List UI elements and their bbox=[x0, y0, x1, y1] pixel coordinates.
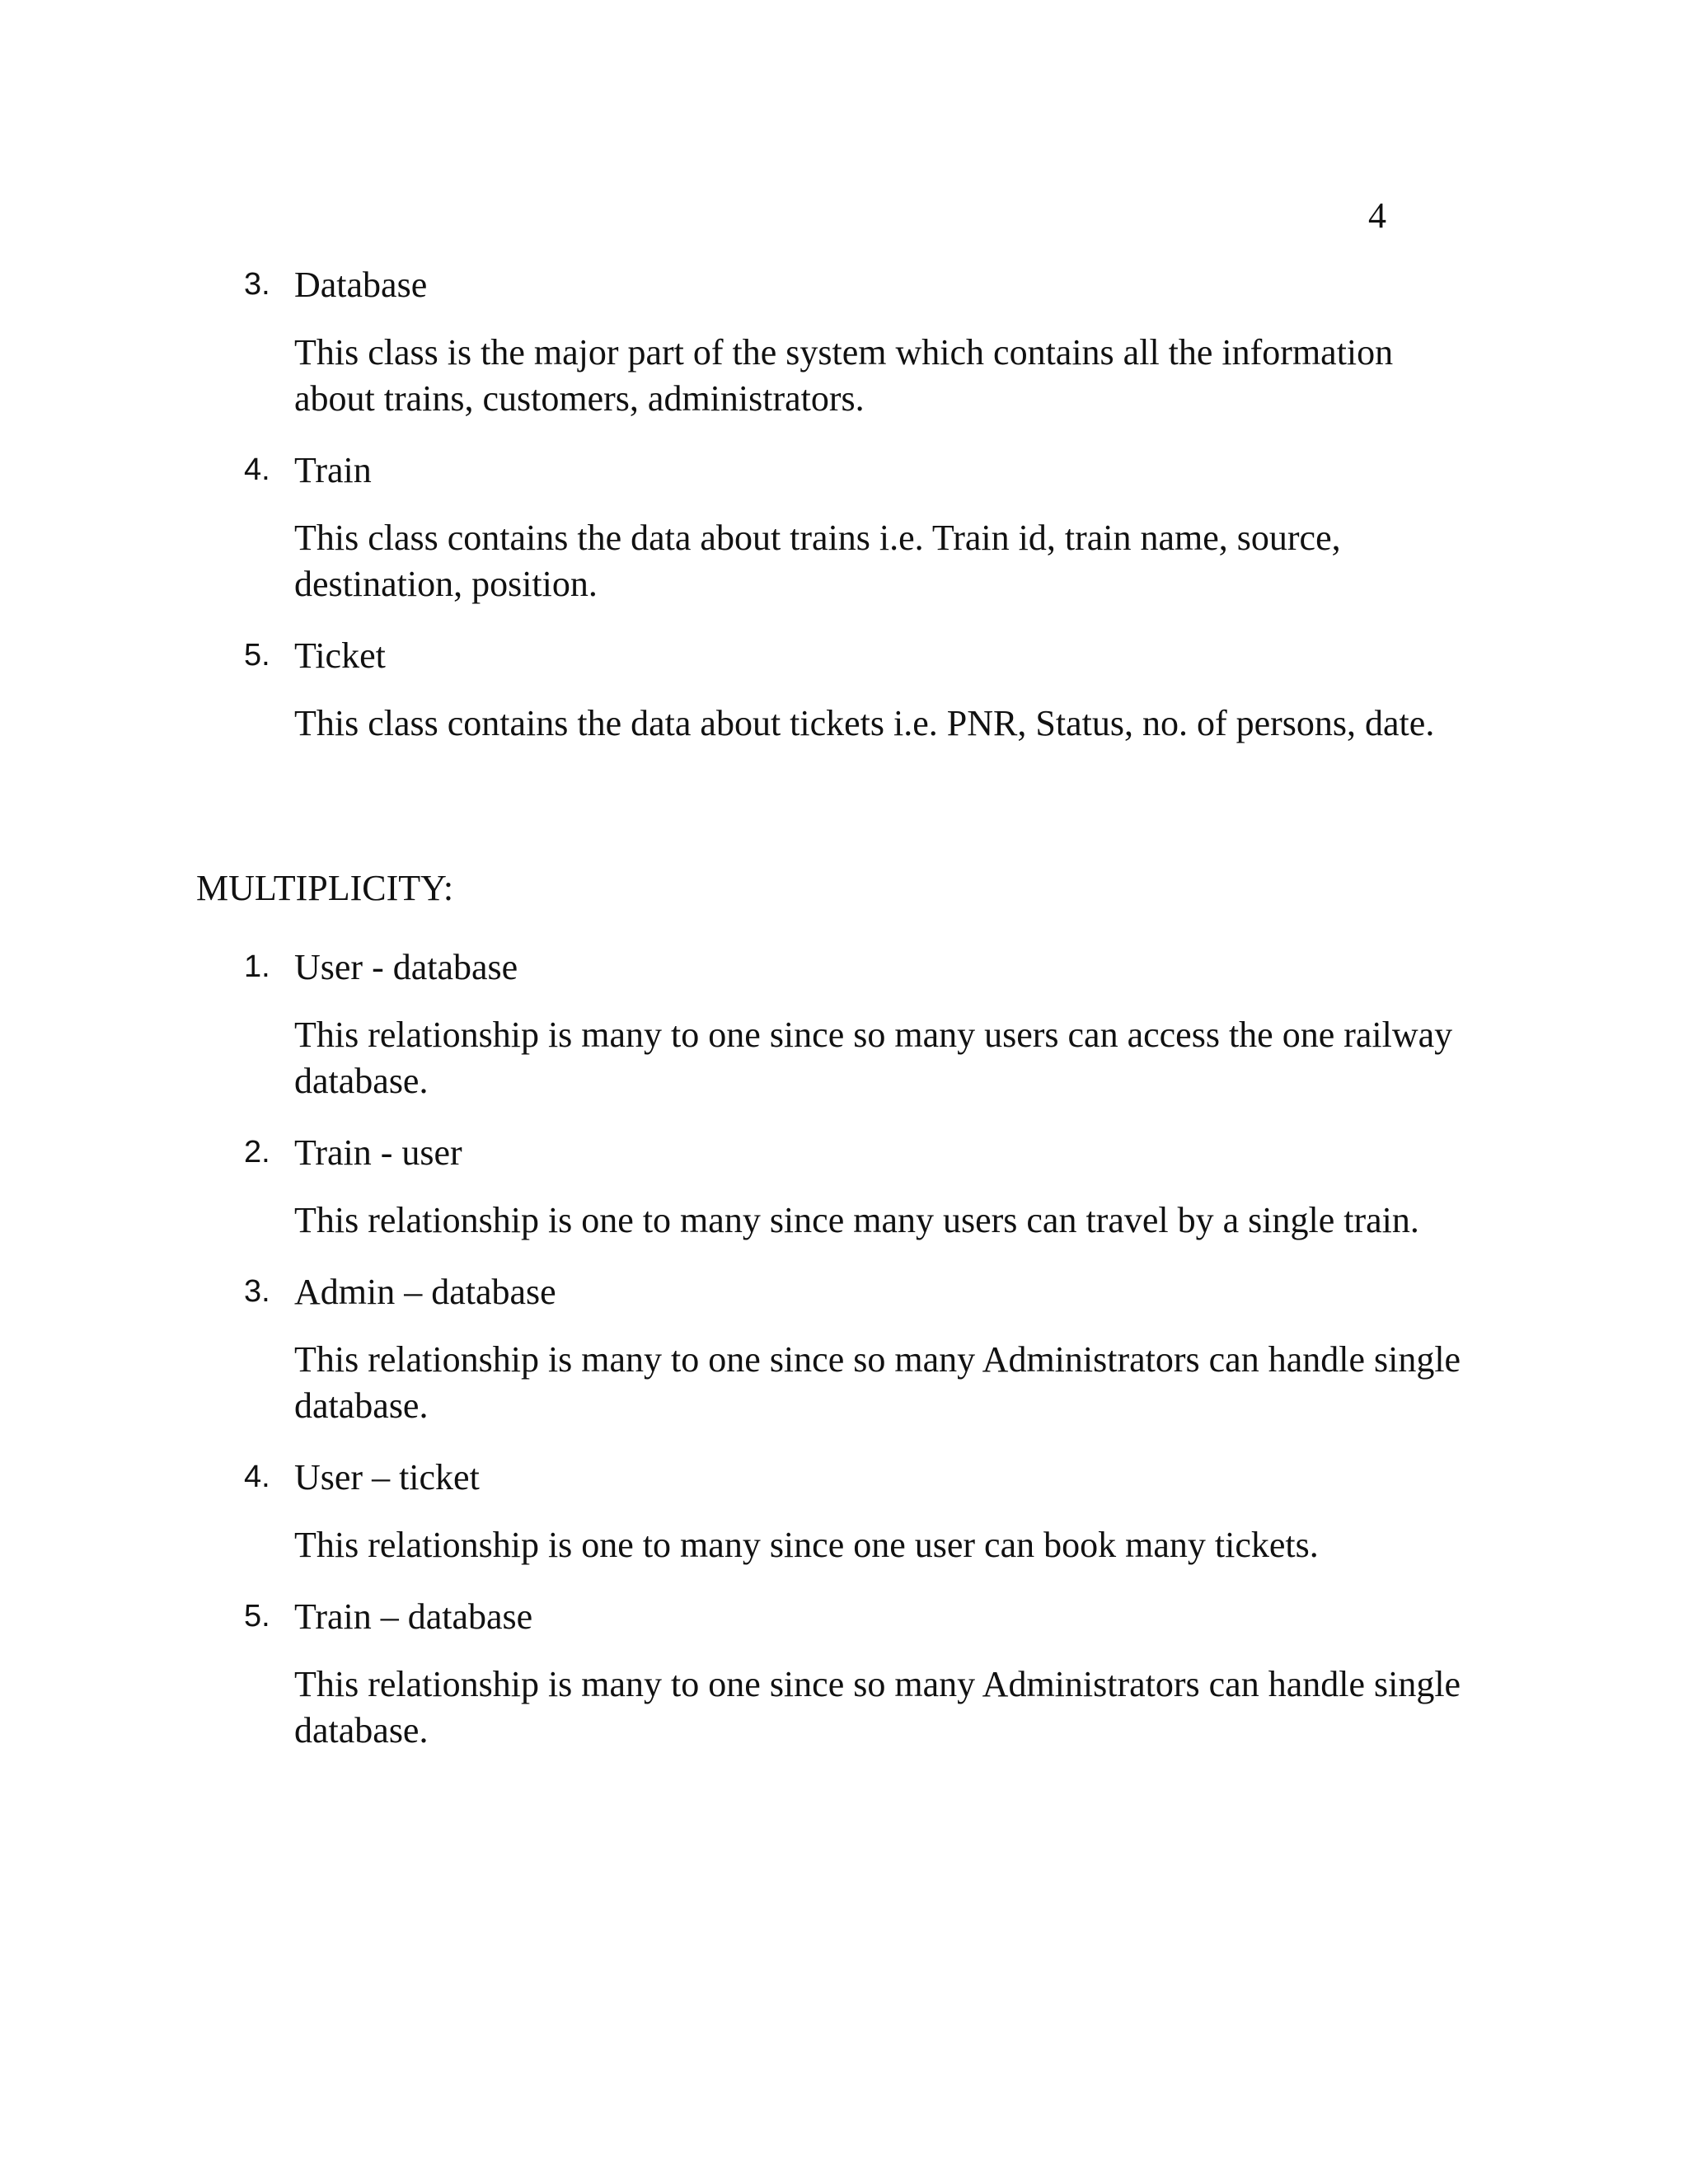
item-number: 2. bbox=[244, 1135, 270, 1169]
list-item bbox=[0, 1269, 1688, 1429]
item-description: This relationship is one to many since many users can travel by a single train. bbox=[294, 1200, 1419, 1240]
item-number: 3. bbox=[244, 267, 270, 302]
item-description: This relationship is one to many since one user can book many tickets. bbox=[294, 1525, 1319, 1565]
item-number: 5. bbox=[244, 638, 270, 673]
class-descriptions bbox=[0, 262, 1688, 772]
item-title: Admin – database bbox=[294, 1272, 556, 1312]
item-title: Ticket bbox=[294, 635, 386, 676]
item-description: This relationship is many to one since so many Administrators can handle single database. bbox=[294, 1339, 1461, 1426]
list-item bbox=[0, 262, 1688, 422]
multiplicity-list bbox=[0, 944, 1688, 1779]
item-number: 4. bbox=[244, 1460, 270, 1494]
item-title: User - database bbox=[294, 947, 518, 987]
list-item bbox=[0, 1130, 1688, 1244]
item-number: 5. bbox=[244, 1599, 270, 1633]
item-number: 1. bbox=[244, 949, 270, 984]
item-title: Train bbox=[294, 450, 372, 490]
page-number: 4 bbox=[1368, 195, 1386, 236]
item-description: This relationship is many to one since so many users can access the one railway database. bbox=[294, 1015, 1453, 1101]
section-heading: MULTIPLICITY: bbox=[196, 868, 454, 908]
item-description: This class contains the data about trains i.e. Train id, train name, source, destination, position. bbox=[294, 518, 1341, 604]
list-item bbox=[0, 1455, 1688, 1568]
item-description: This class is the major part of the system which contains all the information about trains, customers, administrators. bbox=[294, 332, 1394, 419]
item-title: Database bbox=[294, 265, 428, 305]
item-description: This class contains the data about tickets i.e. PNR, Status, no. of persons, date. bbox=[294, 703, 1435, 743]
item-number: 4. bbox=[244, 452, 270, 487]
item-title: Train – database bbox=[294, 1596, 533, 1637]
list-item bbox=[0, 1594, 1688, 1754]
item-number: 3. bbox=[244, 1274, 270, 1309]
list-item bbox=[0, 944, 1688, 1104]
item-description: This relationship is many to one since so many Administrators can handle single database. bbox=[294, 1664, 1461, 1750]
item-title: Train - user bbox=[294, 1132, 462, 1173]
list-item bbox=[0, 448, 1688, 607]
item-title: User – ticket bbox=[294, 1457, 480, 1497]
list-item bbox=[0, 633, 1688, 747]
